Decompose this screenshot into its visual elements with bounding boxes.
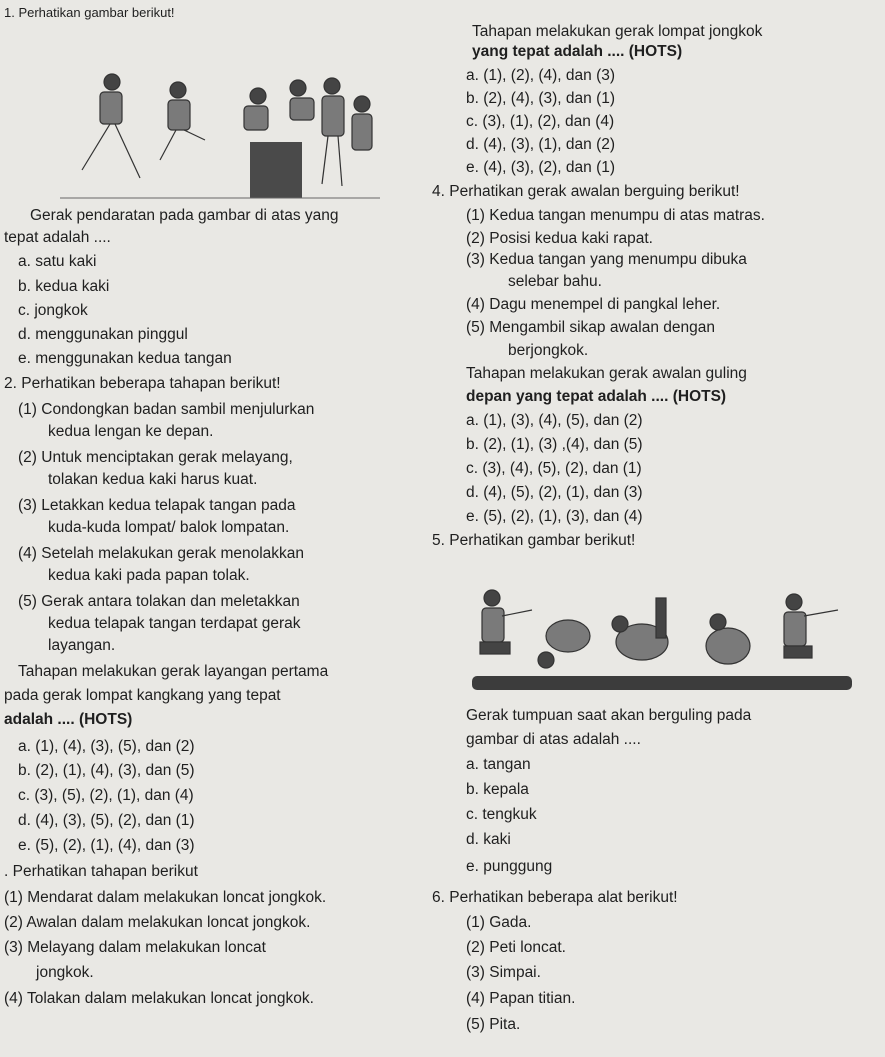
q2-option-e[interactable]: e. (5), (2), (1), (4), dan (3) [18, 837, 195, 854]
q1-option-c[interactable]: c. jongkok [18, 302, 88, 319]
q4-option-e[interactable]: e. (5), (2), (1), (3), dan (4) [466, 508, 643, 525]
q4-option-a[interactable]: a. (1), (3), (4), (5), dan (2) [466, 412, 643, 429]
q2-step: (4) Setelah melakukan gerak menolakkan [18, 545, 305, 562]
q6-header: 6. Perhatikan beberapa alat berikut! [432, 889, 678, 906]
q4-step: (1) Kedua tangan menumpu di atas matras. [466, 207, 765, 224]
q2-option-d[interactable]: d. (4), (3), (5), (2), dan (1) [18, 812, 195, 829]
q3-step: (2) Awalan dalam melakukan loncat jongkok. [4, 914, 311, 931]
q3-step: jongkok. [36, 964, 94, 981]
q1-option-e[interactable]: e. menggunakan kedua tangan [18, 350, 232, 367]
q3-header: . Perhatikan tahapan berikut [4, 863, 198, 880]
q2-step: kedua telapak tangan terdapat gerak [48, 615, 301, 632]
q4-step: berjongkok. [508, 342, 589, 359]
q3-step: (3) Melayang dalam melakukan loncat [4, 939, 266, 956]
q3-option-c[interactable]: c. (3), (1), (2), dan (4) [466, 113, 615, 130]
q2-step: layangan. [48, 637, 116, 654]
q4-step: (2) Posisi kedua kaki rapat. [466, 230, 653, 247]
q2-question: pada gerak lompat kangkang yang tepat [4, 687, 281, 704]
q4-step: (3) Kedua tangan yang menumpu dibuka [466, 251, 747, 268]
q6-item: (1) Gada. [466, 914, 532, 931]
q2-step: kedua kaki pada papan tolak. [48, 567, 250, 584]
q2-step: (1) Condongkan badan sambil menjulurkan [18, 401, 315, 418]
q4-option-d[interactable]: d. (4), (5), (2), (1), dan (3) [466, 484, 643, 501]
q1-header: 1. Perhatikan gambar berikut! [4, 5, 175, 20]
q5-option-c[interactable]: c. tengkuk [466, 806, 537, 823]
q1-option-b[interactable]: b. kedua kaki [18, 278, 110, 295]
q4-step: selebar bahu. [508, 273, 602, 290]
q4-question: Tahapan melakukan gerak awalan guling [466, 365, 747, 382]
q2-step: kedua lengan ke depan. [48, 423, 214, 440]
q2-option-a[interactable]: a. (1), (4), (3), (5), dan (2) [18, 738, 195, 755]
q3-question: Tahapan melakukan gerak lompat jongkok [472, 23, 763, 40]
q5-question: gambar di atas adalah .... [466, 731, 641, 748]
q2-option-b[interactable]: b. (2), (1), (4), (3), dan (5) [18, 762, 195, 779]
q1-stem-1: Gerak pendaratan pada gambar di atas yang [30, 207, 339, 224]
q3-step: (4) Tolakan dalam melakukan loncat jongkok. [4, 990, 314, 1007]
q4-option-b[interactable]: b. (2), (1), (3) ,(4), dan (5) [466, 436, 643, 453]
q5-header: 5. Perhatikan gambar berikut! [432, 532, 636, 549]
forward-roll-figure [472, 576, 852, 694]
q4-step: (4) Dagu menempel di pangkal leher. [466, 296, 721, 313]
q2-step: (5) Gerak antara tolakan dan meletakkan [18, 593, 300, 610]
q4-step: (5) Mengambil sikap awalan dengan [466, 319, 716, 336]
q3-option-b[interactable]: b. (2), (4), (3), dan (1) [466, 90, 616, 107]
q1-option-d[interactable]: d. menggunakan pinggul [18, 326, 188, 343]
q6-item: (5) Pita. [466, 1016, 521, 1033]
q4-header: 4. Perhatikan gerak awalan berguing berikut! [432, 183, 740, 200]
q6-item: (2) Peti loncat. [466, 939, 566, 956]
q5-option-e[interactable]: e. punggung [466, 858, 553, 875]
q2-option-c[interactable]: c. (3), (5), (2), (1), dan (4) [18, 787, 194, 804]
q5-option-d[interactable]: d. kaki [466, 831, 511, 848]
q2-step: (2) Untuk menciptakan gerak melayang, [18, 449, 293, 466]
q5-option-b[interactable]: b. kepala [466, 781, 529, 798]
q3-option-d[interactable]: d. (4), (3), (1), dan (2) [466, 136, 616, 153]
q3-step: (1) Mendarat dalam melakukan loncat jongkok. [4, 889, 327, 906]
q3-option-a[interactable]: a. (1), (2), (4), dan (3) [466, 67, 616, 84]
q5-question: Gerak tumpuan saat akan berguling pada [466, 707, 752, 724]
squat-jump-figure [60, 60, 380, 200]
q2-header: 2. Perhatikan beberapa tahapan berikut! [4, 375, 281, 392]
q1-option-a[interactable]: a. satu kaki [18, 253, 97, 270]
q6-item: (3) Simpai. [466, 964, 541, 981]
q6-item: (4) Papan titian. [466, 990, 576, 1007]
q2-question: adalah .... (HOTS) [4, 711, 133, 728]
q3-question: yang tepat adalah .... (HOTS) [472, 43, 683, 60]
q2-step: tolakan kedua kaki harus kuat. [48, 471, 258, 488]
q2-question: Tahapan melakukan gerak layangan pertama [18, 663, 329, 680]
q4-option-c[interactable]: c. (3), (4), (5), (2), dan (1) [466, 460, 642, 477]
q3-option-e[interactable]: e. (4), (3), (2), dan (1) [466, 159, 616, 176]
q4-question: depan yang tepat adalah .... (HOTS) [466, 388, 727, 405]
q1-stem-2: tepat adalah .... [4, 229, 111, 246]
q5-option-a[interactable]: a. tangan [466, 756, 531, 773]
q2-step: (3) Letakkan kedua telapak tangan pada [18, 497, 296, 514]
q2-step: kuda-kuda lompat/ balok lompatan. [48, 519, 290, 536]
